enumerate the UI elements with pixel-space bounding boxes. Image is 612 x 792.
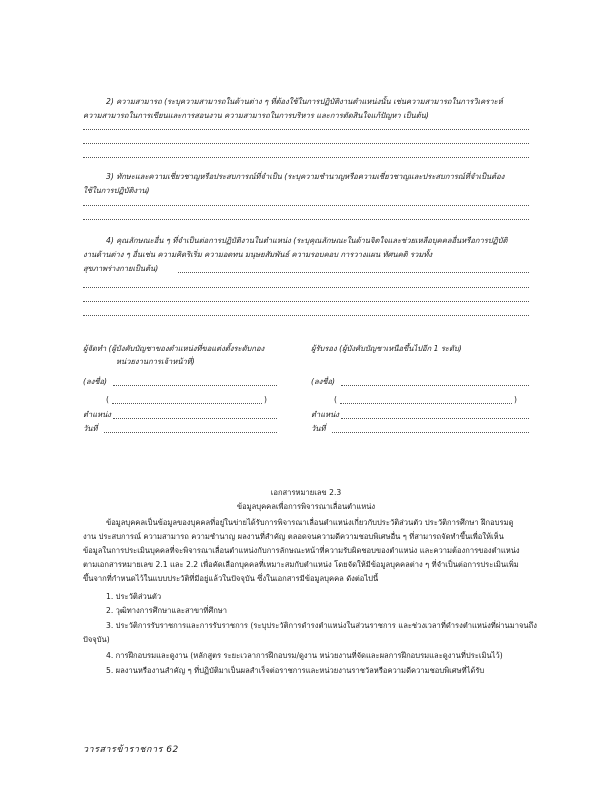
sig-right-sign-label: (ลงชื่อ) (311, 377, 336, 386)
fill-line (83, 143, 529, 144)
sig-right-name-line (340, 403, 512, 404)
sig-left-position-label: ตำแหน่ง (83, 410, 111, 419)
fill-line (83, 315, 529, 316)
list-item: 1. ประวัติส่วนตัว (106, 592, 162, 601)
intro-line: ข้อมูลในการประเมินบุคคลที่จะพิจารณาเลื่อนตำแหน่งกับการลักษณะหน้าที่ความรับผิดชอบของตำแหน่ง และความต้องการของตำแหน่ง (83, 546, 520, 555)
item3-line2: ใช้ในการปฏิบัติงาน) (83, 186, 150, 195)
sig-left-position-line (113, 418, 277, 419)
intro-line: งาน ประสบการณ์ ความสามารถ ความชำนาญ ผลงานที่สำคัญ ตลอดจนความดีความชอบพิเศษอื่น ๆ ที่สามารถจัดทำขึ้นเพื่อให้เห็น (83, 532, 504, 541)
sig-left-paren-close: ) (264, 395, 267, 404)
sig-left-paren-open: ( (106, 395, 109, 404)
item3-line1: 3) ทักษะและความเชี่ยวชาญหรือประสบการณ์ที่จำเป็น (ระบุความชำนาญหรือความเชี่ยวชาญและประสบการณ์ที่จำเป็นต้อง (106, 172, 505, 181)
item4-line2: งานด้านต่าง ๆ อื่นเช่น ความคิดริเริ่ม ความอดทน มนุษยสัมพันธ์ ความรอบคอบ การวางแผน ทัศนคติ รวมทั้ง (83, 250, 433, 259)
sig-right-paren-open: ( (334, 395, 337, 404)
fill-line (83, 301, 529, 302)
fill-line (83, 157, 529, 158)
item4-line1: 4) คุณลักษณะอื่น ๆ ที่จำเป็นต่อการปฏิบัติงานในตำแหน่ง (ระบุคุณลักษณะในด้านจิตใจและช่วยเหลือบุคคลอื่นหรือการปฏิบัติ (106, 236, 508, 245)
list-item: 3. ประวัติการรับราชการและการรับราชการ (ระบุประวัติการดำรงตำแหน่งในส่วนราชการ และช่วงเวลาที่ดำรงตำแหน่งที่ผ่านมาจนถึง (106, 621, 537, 630)
sig-left-heading-2: หน่วยงานการเจ้าหน้าที่) (116, 357, 195, 366)
sig-left-date-line (104, 432, 277, 433)
fill-line (178, 272, 529, 273)
doc-title: ข้อมูลบุคคลเพื่อการพิจารณาเลื่อนตำแหน่ง (236, 502, 376, 511)
sig-left-date-label: วันที่ (83, 424, 98, 433)
sig-left-sign-label: (ลงชื่อ) (83, 377, 108, 386)
sig-left-name-line (112, 403, 262, 404)
intro-line: ขึ้นจากที่กำหนดไว้ในแบบประวัติที่มีอยู่แล้วในปัจจุบัน ซึ่งในเอกสารมีข้อมูลบุคคล ดังต่อไปนี้ (83, 574, 379, 583)
fill-line (83, 219, 529, 220)
item4-line3: สุขภาพร่างกายเป็นต้น) (83, 264, 159, 273)
list-item-continuation: ปัจจุบัน) (83, 635, 110, 644)
sig-left-heading: ผู้จัดทำ (ผู้บังคับบัญชาของตำแหน่งที่ขอแต่งตั้งระดับกอง (83, 344, 265, 353)
fill-line (83, 287, 529, 288)
intro-line: ข้อมูลบุคคลเป็นข้อมูลของบุคคลที่อยู่ในข่ายได้รับการพิจารณาเลื่อนตำแหน่งเกี่ยวกับประวัติส่วนตัว ประวัติการศึกษา ฝึกอบรมดู (106, 518, 514, 527)
item2-line2: ความสามารถในการเขียนและการสอนงาน ความสามารถในการบริหาร และการตัดสินใจแก้ปัญหา เป็นต้น) (83, 111, 429, 120)
sig-right-heading: ผู้รับรอง (ผู้บังคับบัญชาเหนือขึ้นไปอีก 1 ระดับ) (311, 344, 462, 353)
sig-right-sign-line (341, 385, 529, 386)
doc-number: เอกสารหมายเลข 2.3 (270, 488, 342, 497)
item2-line1: 2) ความสามารถ (ระบุความสามารถในด้านต่าง ๆ ที่ต้องใช้ในการปฏิบัติงานตำแหน่งนั้น เช่นความสามารถในการวิเคราะห์ (106, 97, 503, 106)
sig-right-position-label: ตำแหน่ง (311, 410, 339, 419)
sig-right-date-label: วันที่ (311, 424, 326, 433)
sig-right-position-line (341, 418, 529, 419)
intro-line: ตามเอกสารหมายเลข 2.1 และ 2.2 เพื่อคัดเลือกบุคคลที่เหมาะสมกับตำแหน่ง โดยจัดให้มีข้อมูลบุคคลต่าง ๆ ที่จำเป็นต่อการประเมินเพิ่ม (83, 560, 519, 569)
list-item: 2. วุฒิทางการศึกษาและสาขาที่ศึกษา (106, 606, 228, 615)
sig-right-paren-close: ) (514, 395, 517, 404)
fill-line (83, 205, 529, 206)
fill-line (83, 129, 529, 130)
list-item: 5. ผลงานหรืองานสำคัญ ๆ ที่ปฏิบัติมาเป็นผลสำเร็จต่อราชการและหน่วยงานราชวัลหรือความดีความชอบพิเศษที่ได้รับ (106, 666, 485, 675)
page-footer: วารสารข้าราชการ 62 (83, 745, 179, 755)
list-item: 4. การฝึกอบรมและดูงาน (หลักสูตร ระยะเวลาการฝึกอบรม/ดูงาน หน่วยงานที่จัดและผลการฝึกอบรมและดูงานที่ประเมินไว้) (106, 651, 503, 660)
sig-right-date-line (332, 432, 529, 433)
sig-left-sign-line (113, 385, 277, 386)
